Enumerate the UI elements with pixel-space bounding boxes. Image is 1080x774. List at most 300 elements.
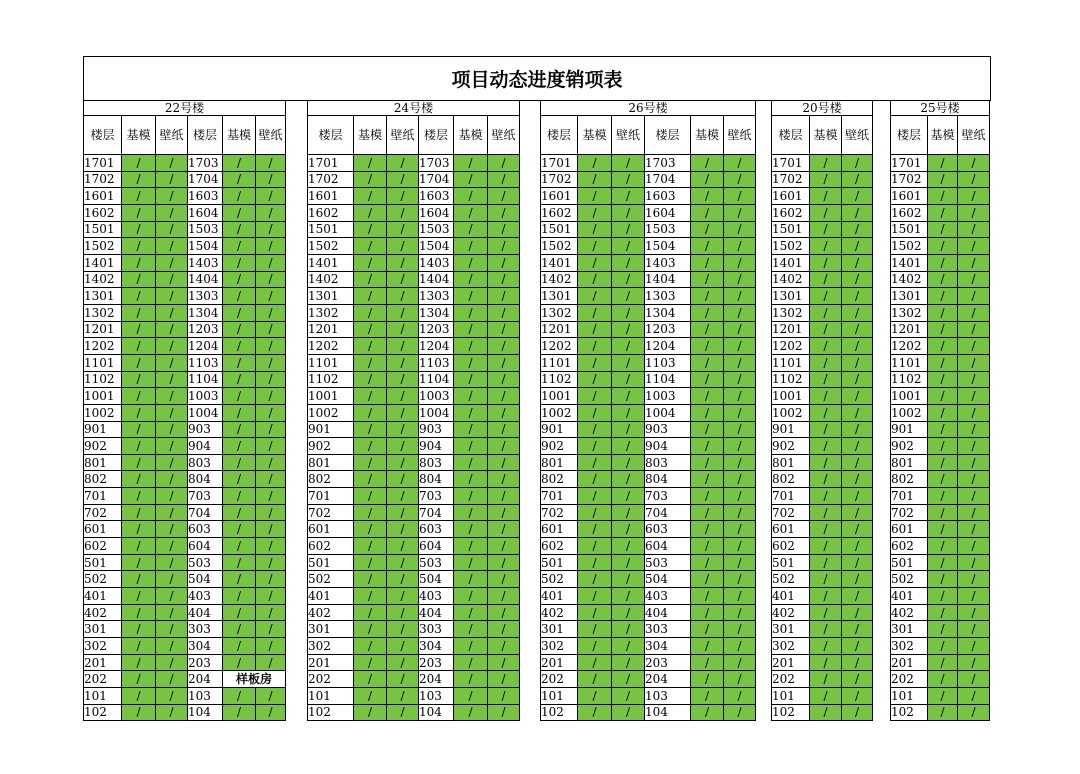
- floor-number: 1003: [645, 388, 691, 405]
- wallpaper-status-cell: /: [488, 604, 520, 621]
- base-status-cell: /: [454, 204, 488, 221]
- floor-number: 1104: [645, 371, 691, 388]
- base-status-cell: /: [354, 221, 387, 238]
- floor-number: 301: [891, 621, 928, 638]
- floor-number: 1703: [645, 155, 691, 172]
- wallpaper-status-cell: /: [387, 288, 419, 305]
- floor-number: 701: [84, 488, 122, 505]
- base-status-cell: /: [810, 688, 842, 705]
- floor-number: 201: [891, 654, 928, 671]
- wallpaper-status-cell: /: [724, 488, 756, 505]
- floor-number: 1401: [891, 254, 928, 271]
- wallpaper-status-cell: /: [256, 304, 286, 321]
- floor-number: 202: [84, 671, 122, 688]
- base-status-cell: /: [928, 371, 958, 388]
- base-status-cell: /: [928, 654, 958, 671]
- base-status-cell: /: [454, 671, 488, 688]
- base-status-cell: /: [691, 171, 724, 188]
- wallpaper-status-cell: /: [724, 638, 756, 655]
- wallpaper-status-cell: /: [724, 271, 756, 288]
- floor-number: 401: [891, 588, 928, 605]
- wallpaper-status-cell: /: [156, 155, 188, 172]
- wallpaper-status-cell: /: [842, 654, 873, 671]
- floor-number: 1401: [772, 254, 810, 271]
- floor-number: 503: [645, 554, 691, 571]
- base-status-cell: /: [223, 488, 256, 505]
- base-status-cell: /: [122, 188, 156, 205]
- floor-number: 1602: [541, 204, 578, 221]
- floor-number: 201: [308, 654, 354, 671]
- floor-row: [541, 488, 756, 505]
- wallpaper-status-cell: /: [256, 621, 286, 638]
- base-status-cell: /: [122, 588, 156, 605]
- wallpaper-status-cell: /: [724, 588, 756, 605]
- floor-number: 504: [645, 571, 691, 588]
- wallpaper-status-cell: /: [256, 538, 286, 555]
- floor-row: [891, 304, 990, 321]
- floor-number: 901: [541, 421, 578, 438]
- floor-row: [308, 521, 520, 538]
- base-status-cell: /: [354, 521, 387, 538]
- wallpaper-status-cell: /: [488, 638, 520, 655]
- floor-number: 1202: [308, 338, 354, 355]
- base-status-cell: /: [354, 554, 387, 571]
- wallpaper-status-cell: /: [488, 354, 520, 371]
- wallpaper-status-cell: /: [256, 654, 286, 671]
- base-status-cell: /: [122, 388, 156, 405]
- base-status-cell: /: [928, 471, 958, 488]
- floor-number: 1202: [891, 338, 928, 355]
- floor-row: [84, 188, 286, 205]
- wallpaper-status-cell: /: [842, 371, 873, 388]
- wallpaper-status-cell: /: [488, 588, 520, 605]
- wallpaper-status-cell: /: [488, 688, 520, 705]
- floor-number: 1302: [541, 304, 578, 321]
- base-status-cell: /: [354, 571, 387, 588]
- floor-row: [541, 321, 756, 338]
- floor-row: [308, 538, 520, 555]
- floor-number: 303: [188, 621, 223, 638]
- wallpaper-status-cell: /: [256, 221, 286, 238]
- floor-row: [891, 621, 990, 638]
- wallpaper-status-cell: /: [842, 454, 873, 471]
- floor-number: 1702: [541, 171, 578, 188]
- wallpaper-status-cell: /: [958, 671, 990, 688]
- floor-number: 501: [308, 554, 354, 571]
- wallpaper-status-cell: /: [612, 371, 645, 388]
- floor-number: 1704: [645, 171, 691, 188]
- base-status-cell: /: [928, 354, 958, 371]
- floor-number: 101: [891, 688, 928, 705]
- floor-number: 104: [188, 704, 223, 721]
- floor-number: 901: [84, 421, 122, 438]
- wallpaper-status-cell: /: [842, 388, 873, 405]
- floor-number: 102: [891, 704, 928, 721]
- wallpaper-status-cell: /: [612, 704, 645, 721]
- floor-number: 101: [541, 688, 578, 705]
- building-name: 20号楼: [772, 101, 873, 116]
- floor-row: [308, 638, 520, 655]
- floor-row: [772, 188, 873, 205]
- floor-number: 602: [891, 538, 928, 555]
- base-status-cell: /: [354, 388, 387, 405]
- wallpaper-status-cell: /: [156, 321, 188, 338]
- base-status-cell: /: [810, 421, 842, 438]
- floor-number: 1102: [541, 371, 578, 388]
- wallpaper-status-cell: /: [256, 321, 286, 338]
- base-status-cell: /: [810, 288, 842, 305]
- floor-row: [84, 604, 286, 621]
- floor-number: 904: [645, 438, 691, 455]
- base-status-cell: /: [454, 538, 488, 555]
- floor-row: [772, 554, 873, 571]
- wallpaper-status-cell: /: [842, 321, 873, 338]
- floor-number: 203: [419, 654, 454, 671]
- floor-row: [891, 338, 990, 355]
- floor-number: 1303: [188, 288, 223, 305]
- wallpaper-status-cell: /: [488, 621, 520, 638]
- base-status-cell: /: [928, 621, 958, 638]
- wallpaper-status-cell: /: [387, 155, 419, 172]
- floor-row: [84, 654, 286, 671]
- wallpaper-status-cell: /: [958, 288, 990, 305]
- base-status-cell: /: [122, 271, 156, 288]
- floor-number: 1602: [84, 204, 122, 221]
- base-status-cell: /: [454, 654, 488, 671]
- floor-number: 1301: [541, 288, 578, 305]
- base-status-cell: /: [928, 271, 958, 288]
- floor-number: 1601: [891, 188, 928, 205]
- base-status-cell: /: [223, 338, 256, 355]
- wallpaper-status-cell: /: [156, 488, 188, 505]
- floor-row: [308, 471, 520, 488]
- building-block: [771, 100, 873, 721]
- floor-row: [84, 488, 286, 505]
- base-status-cell: /: [122, 204, 156, 221]
- building-name: 24号楼: [308, 101, 520, 116]
- base-status-cell: /: [354, 404, 387, 421]
- floor-row: [84, 171, 286, 188]
- base-status-cell: /: [578, 371, 612, 388]
- floor-row: [772, 588, 873, 605]
- floor-number: 901: [772, 421, 810, 438]
- floor-row: [541, 221, 756, 238]
- base-status-cell: /: [122, 604, 156, 621]
- base-status-cell: /: [691, 421, 724, 438]
- floor-number: 1604: [188, 204, 223, 221]
- base-status-cell: /: [578, 704, 612, 721]
- base-status-cell: /: [578, 454, 612, 471]
- floor-number: 402: [541, 604, 578, 621]
- base-status-cell: /: [454, 354, 488, 371]
- floor-number: 1503: [188, 221, 223, 238]
- floor-number: 1404: [419, 271, 454, 288]
- floor-number: 1702: [772, 171, 810, 188]
- floor-number: 1302: [308, 304, 354, 321]
- base-status-cell: /: [223, 571, 256, 588]
- base-header: 基模: [454, 116, 488, 155]
- wallpaper-status-cell: /: [156, 188, 188, 205]
- floor-row: [308, 338, 520, 355]
- base-header: 基模: [928, 116, 958, 155]
- wallpaper-status-cell: /: [958, 204, 990, 221]
- base-status-cell: /: [354, 271, 387, 288]
- floor-row: [891, 638, 990, 655]
- base-status-cell: /: [810, 654, 842, 671]
- base-status-cell: /: [223, 621, 256, 638]
- floor-row: [84, 254, 286, 271]
- base-status-cell: /: [810, 671, 842, 688]
- base-status-cell: /: [354, 171, 387, 188]
- wallpaper-status-cell: /: [256, 554, 286, 571]
- floor-row: [772, 671, 873, 688]
- floor-row: [772, 504, 873, 521]
- wallpaper-status-cell: /: [842, 621, 873, 638]
- floor-number: 902: [84, 438, 122, 455]
- floor-row: [891, 688, 990, 705]
- base-status-cell: /: [578, 671, 612, 688]
- wallpaper-status-cell: /: [724, 554, 756, 571]
- base-status-cell: /: [223, 438, 256, 455]
- wallpaper-status-cell: /: [387, 504, 419, 521]
- base-status-cell: /: [928, 155, 958, 172]
- floor-number: 1702: [308, 171, 354, 188]
- wallpaper-status-cell: /: [842, 238, 873, 255]
- base-status-cell: /: [354, 155, 387, 172]
- floor-number: 401: [541, 588, 578, 605]
- floor-number: 1301: [772, 288, 810, 305]
- base-status-cell: /: [810, 354, 842, 371]
- wallpaper-status-cell: /: [387, 404, 419, 421]
- wallpaper-status-cell: /: [612, 438, 645, 455]
- floor-row: [541, 404, 756, 421]
- floor-number: 702: [541, 504, 578, 521]
- base-status-cell: /: [578, 488, 612, 505]
- floor-row: [308, 604, 520, 621]
- wallpaper-status-cell: /: [488, 454, 520, 471]
- wallpaper-status-cell: /: [842, 254, 873, 271]
- wallpaper-status-cell: /: [156, 688, 188, 705]
- wallpaper-status-cell: /: [387, 704, 419, 721]
- wallpaper-status-cell: /: [842, 488, 873, 505]
- floor-number: 1502: [84, 238, 122, 255]
- floor-row: [84, 421, 286, 438]
- floor-number: 1103: [645, 354, 691, 371]
- floor-row: [772, 304, 873, 321]
- floor-row: [541, 654, 756, 671]
- base-status-cell: /: [223, 388, 256, 405]
- base-status-cell: /: [928, 588, 958, 605]
- floor-number: 1101: [891, 354, 928, 371]
- floor-header: 楼层: [188, 116, 223, 155]
- wallpaper-status-cell: /: [256, 388, 286, 405]
- floor-number: 1304: [188, 304, 223, 321]
- floor-row: [891, 371, 990, 388]
- base-status-cell: /: [122, 521, 156, 538]
- wallpaper-status-cell: /: [156, 538, 188, 555]
- wallpaper-status-cell: /: [256, 188, 286, 205]
- base-status-cell: /: [223, 288, 256, 305]
- base-status-cell: /: [810, 454, 842, 471]
- floor-number: 901: [308, 421, 354, 438]
- wallpaper-status-cell: /: [256, 604, 286, 621]
- base-status-cell: /: [223, 554, 256, 571]
- floor-number: 904: [188, 438, 223, 455]
- wallpaper-status-cell: /: [612, 654, 645, 671]
- wallpaper-status-cell: /: [156, 621, 188, 638]
- base-status-cell: /: [810, 504, 842, 521]
- floor-row: [84, 304, 286, 321]
- wallpaper-status-cell: /: [387, 188, 419, 205]
- wallpaper-status-cell: /: [387, 388, 419, 405]
- wallpaper-status-cell: /: [842, 638, 873, 655]
- base-status-cell: /: [691, 371, 724, 388]
- floor-number: 1701: [772, 155, 810, 172]
- base-status-cell: /: [810, 554, 842, 571]
- floor-row: [308, 188, 520, 205]
- base-status-cell: /: [223, 504, 256, 521]
- base-status-cell: /: [928, 688, 958, 705]
- wallpaper-status-cell: /: [387, 454, 419, 471]
- floor-row: [84, 454, 286, 471]
- floor-number: 301: [84, 621, 122, 638]
- base-status-cell: /: [691, 638, 724, 655]
- building-block: [540, 100, 756, 721]
- wallpaper-status-cell: /: [612, 488, 645, 505]
- base-status-cell: /: [122, 438, 156, 455]
- floor-row: [772, 354, 873, 371]
- wallpaper-status-cell: /: [842, 671, 873, 688]
- base-status-cell: /: [223, 321, 256, 338]
- base-status-cell: /: [810, 571, 842, 588]
- floor-header: 楼层: [645, 116, 691, 155]
- wallpaper-status-cell: /: [958, 588, 990, 605]
- base-status-cell: /: [223, 171, 256, 188]
- floor-row: [541, 604, 756, 621]
- wallpaper-status-cell: /: [612, 621, 645, 638]
- floor-number: 903: [419, 421, 454, 438]
- base-status-cell: /: [691, 454, 724, 471]
- base-status-cell: /: [578, 288, 612, 305]
- floor-number: 1001: [891, 388, 928, 405]
- wallpaper-status-cell: /: [724, 188, 756, 205]
- wallpaper-status-cell: /: [842, 155, 873, 172]
- wallpaper-status-cell: /: [256, 271, 286, 288]
- floor-row: [541, 171, 756, 188]
- floor-row: [772, 571, 873, 588]
- base-status-cell: /: [691, 538, 724, 555]
- floor-number: 203: [188, 654, 223, 671]
- floor-row: [308, 554, 520, 571]
- wallpaper-header: 壁纸: [612, 116, 645, 155]
- floor-row: [772, 488, 873, 505]
- floor-number: 1601: [308, 188, 354, 205]
- floor-number: 1202: [84, 338, 122, 355]
- wallpaper-status-cell: /: [256, 354, 286, 371]
- floor-row: [84, 354, 286, 371]
- wallpaper-status-cell: /: [958, 538, 990, 555]
- base-status-cell: /: [122, 321, 156, 338]
- wallpaper-status-cell: /: [958, 621, 990, 638]
- base-status-cell: /: [354, 454, 387, 471]
- base-status-cell: /: [223, 638, 256, 655]
- floor-number: 801: [891, 454, 928, 471]
- floor-number: 1203: [645, 321, 691, 338]
- floor-number: 602: [772, 538, 810, 555]
- floor-number: 303: [645, 621, 691, 638]
- base-status-cell: /: [578, 404, 612, 421]
- floor-row: [891, 155, 990, 172]
- wallpaper-status-cell: /: [256, 688, 286, 705]
- floor-row: [772, 604, 873, 621]
- floor-row: [772, 638, 873, 655]
- wallpaper-header: 壁纸: [387, 116, 419, 155]
- wallpaper-status-cell: /: [842, 688, 873, 705]
- base-status-cell: /: [691, 588, 724, 605]
- wallpaper-status-cell: /: [488, 155, 520, 172]
- wallpaper-status-cell: /: [156, 454, 188, 471]
- wallpaper-status-cell: /: [612, 288, 645, 305]
- floor-row: [308, 488, 520, 505]
- floor-number: 1403: [419, 254, 454, 271]
- base-status-cell: /: [122, 404, 156, 421]
- floor-number: 1602: [891, 204, 928, 221]
- wallpaper-status-cell: /: [387, 671, 419, 688]
- wallpaper-status-cell: /: [156, 604, 188, 621]
- floor-number: 1201: [541, 321, 578, 338]
- wallpaper-status-cell: /: [842, 571, 873, 588]
- base-status-cell: /: [578, 171, 612, 188]
- floor-number: 1003: [419, 388, 454, 405]
- floor-row: [891, 604, 990, 621]
- base-status-cell: /: [928, 171, 958, 188]
- base-status-cell: /: [691, 488, 724, 505]
- floor-row: [772, 704, 873, 721]
- floor-header: 楼层: [419, 116, 454, 155]
- floor-number: 1604: [419, 204, 454, 221]
- wallpaper-status-cell: /: [842, 221, 873, 238]
- floor-row: [772, 654, 873, 671]
- base-status-cell: /: [691, 671, 724, 688]
- floor-row: [891, 421, 990, 438]
- base-status-cell: /: [223, 604, 256, 621]
- base-status-cell: /: [122, 221, 156, 238]
- base-status-cell: /: [928, 454, 958, 471]
- floor-number: 1201: [891, 321, 928, 338]
- wallpaper-status-cell: /: [387, 538, 419, 555]
- base-status-cell: /: [354, 188, 387, 205]
- floor-number: 1201: [772, 321, 810, 338]
- wallpaper-status-cell: /: [842, 521, 873, 538]
- floor-number: 301: [308, 621, 354, 638]
- base-status-cell: /: [223, 354, 256, 371]
- floor-row: [308, 504, 520, 521]
- base-status-cell: /: [578, 155, 612, 172]
- floor-number: 1501: [84, 221, 122, 238]
- floor-row: [772, 471, 873, 488]
- wallpaper-status-cell: /: [156, 204, 188, 221]
- floor-number: 404: [188, 604, 223, 621]
- base-status-cell: /: [354, 254, 387, 271]
- wallpaper-status-cell: /: [724, 571, 756, 588]
- base-status-cell: /: [354, 438, 387, 455]
- floor-row: [541, 588, 756, 605]
- base-status-cell: /: [122, 454, 156, 471]
- floor-number: 204: [188, 671, 223, 688]
- wallpaper-status-cell: /: [488, 338, 520, 355]
- base-status-cell: /: [928, 388, 958, 405]
- floor-number: 1002: [891, 404, 928, 421]
